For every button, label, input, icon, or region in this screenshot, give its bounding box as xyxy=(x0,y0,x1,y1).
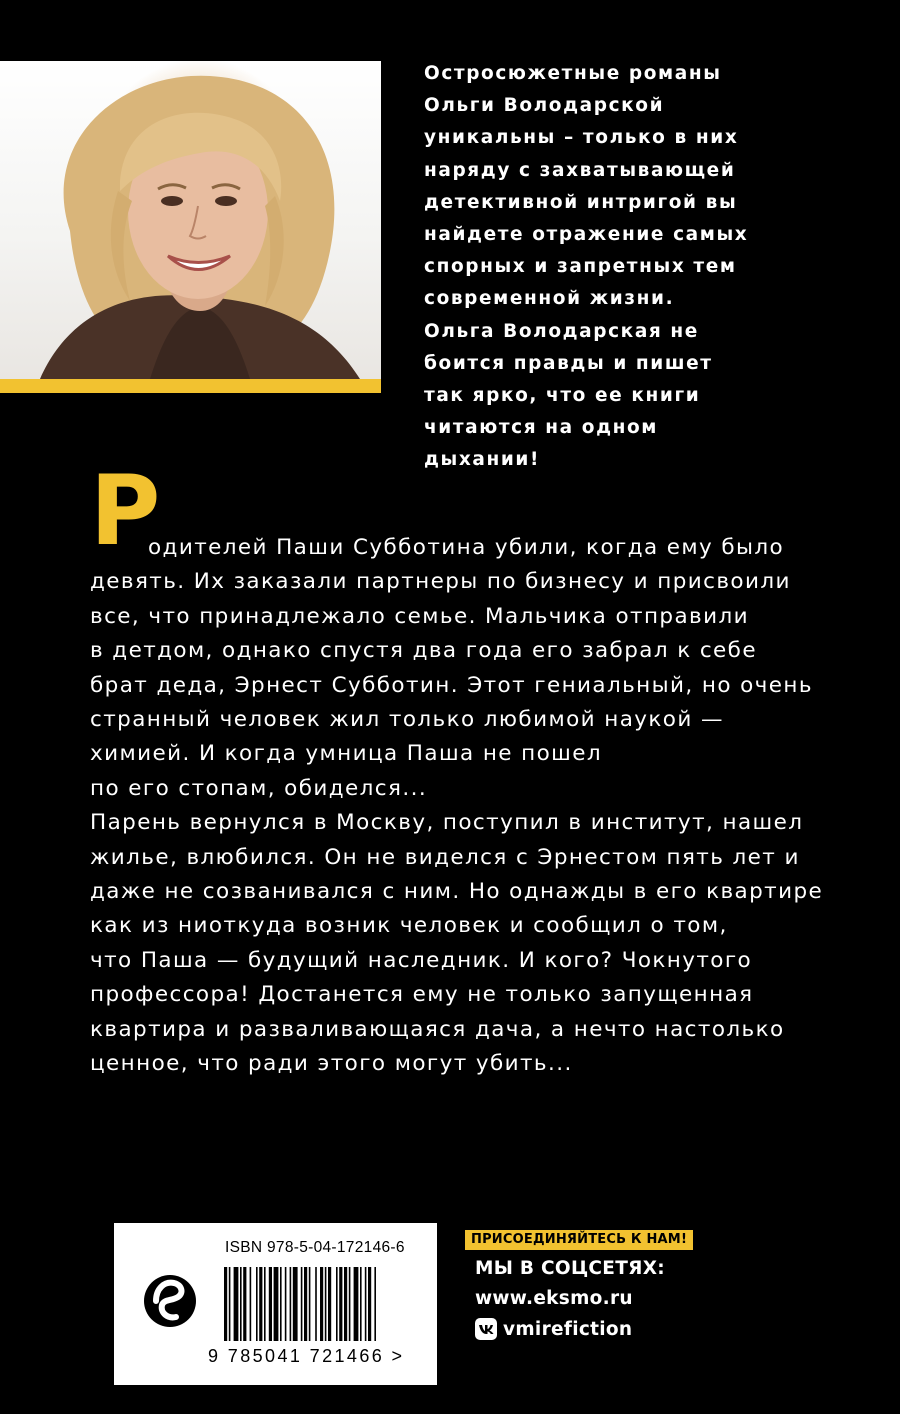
blurb-line: спорных и запретных тем xyxy=(424,256,737,278)
author-blurb xyxy=(424,58,774,477)
barcode-digits: 9 785041 721466 > xyxy=(208,1346,405,1366)
barcode-bar xyxy=(349,1267,351,1341)
barcode-bar xyxy=(224,1267,227,1341)
website-link[interactable]: www.eksmo.ru xyxy=(475,1288,633,1309)
synopsis-line: даже не созванивался с ним. Но однажды в его квартире xyxy=(90,879,824,905)
synopsis-line: квартира и разваливающаяся дача, а нечто настолько xyxy=(90,1016,785,1042)
barcode-bar xyxy=(328,1267,331,1341)
social-title: МЫ В СОЦСЕТЯХ: xyxy=(475,1258,665,1279)
barcode-bar xyxy=(274,1267,279,1341)
vk-link[interactable] xyxy=(475,1318,632,1340)
barcode-bar xyxy=(336,1267,338,1341)
synopsis-line: в детдом, однако спустя два года его забрал к себе xyxy=(90,638,757,664)
barcode-bar xyxy=(315,1267,317,1341)
barcode-bar xyxy=(290,1267,292,1341)
blurb-line: Ольги Володарской xyxy=(424,95,665,117)
synopsis-line: что Паша — будущий наследник. И кого? Чокнутого xyxy=(90,947,753,973)
barcode-bar xyxy=(309,1267,311,1341)
join-us-badge: ПРИСОЕДИНЯЙТЕСЬ К НАМ! xyxy=(465,1230,693,1250)
barcode-bar xyxy=(344,1267,347,1341)
barcode-bar xyxy=(240,1267,242,1341)
barcode-bar xyxy=(374,1267,376,1341)
synopsis-line: Парень вернулся в Москву, поступил в институт, нашел xyxy=(90,810,804,836)
blurb-line: найдете отражение самых xyxy=(424,224,749,246)
barcode-bar xyxy=(301,1267,303,1341)
synopsis-drop-cap: Р xyxy=(90,455,161,567)
publisher-logo-icon xyxy=(142,1261,198,1341)
blurb-line: так ярко, что ее книги xyxy=(424,385,701,407)
blurb-line: читаются на одном xyxy=(424,417,659,439)
author-photo-frame xyxy=(0,61,381,393)
author-portrait-illustration xyxy=(0,61,381,379)
blurb-line: Остросюжетные романы xyxy=(424,63,722,84)
barcode-bar xyxy=(280,1267,282,1341)
blurb-line: современной жизни. xyxy=(424,288,675,310)
barcode-bar xyxy=(269,1267,272,1341)
barcode-bar xyxy=(360,1267,362,1341)
barcode-bar xyxy=(368,1267,371,1341)
blurb-line: боится правды и пишет xyxy=(424,352,713,374)
synopsis-line: странный человек жил только любимой наукой — xyxy=(90,707,724,733)
synopsis-line: химией. И когда умница Паша не пошел xyxy=(90,741,602,767)
synopsis-line: все, что принадлежало семье. Мальчика отправили xyxy=(90,603,749,629)
blurb-line: детективной интригой вы xyxy=(424,191,738,213)
vk-icon xyxy=(475,1318,497,1340)
barcode-bar xyxy=(243,1267,246,1341)
barcode-bar xyxy=(339,1267,342,1341)
blurb-line: дыхании! xyxy=(424,449,541,471)
synopsis-line: по его стопам, обиделся... xyxy=(90,775,428,801)
synopsis-line: одителей Паши Субботина убили, когда ему было xyxy=(148,535,785,560)
synopsis-line: ценное, что ради этого могут убить... xyxy=(90,1051,573,1077)
barcode-bar xyxy=(354,1267,359,1341)
barcode-bar xyxy=(264,1267,266,1341)
synopsis-line: девять. Их заказали партнеры по бизнесу и присвоили xyxy=(90,569,791,595)
author-photo xyxy=(0,61,381,379)
synopsis-line: брат деда, Эрнест Субботин. Этот гениальный, но очень xyxy=(90,672,813,698)
isbn-number: ISBN 978-5-04-172146-6 xyxy=(225,1239,405,1256)
barcode-bar xyxy=(229,1267,231,1341)
barcode-bar xyxy=(285,1267,287,1341)
barcode-bar xyxy=(320,1267,323,1341)
barcode-bar xyxy=(293,1267,298,1341)
blurb-line: наряду с захватывающей xyxy=(424,159,736,181)
synopsis-line: как из ниоткуда возник человек и сообщил о том, xyxy=(90,913,728,939)
barcode-bar xyxy=(234,1267,239,1341)
barcode-bar xyxy=(250,1267,252,1341)
blurb-line: уникальны – только в них xyxy=(424,127,739,149)
barcode-bar xyxy=(256,1267,258,1341)
vk-handle: vmirefiction xyxy=(503,1318,633,1340)
blurb-line: Ольга Володарская не xyxy=(424,320,699,342)
barcode-bar xyxy=(259,1267,262,1341)
barcode-bar xyxy=(304,1267,307,1341)
isbn-barcode xyxy=(224,1267,424,1341)
synopsis-line: профессора! Достанется ему не только запущенная xyxy=(90,982,754,1008)
synopsis-line: жилье, влюбился. Он не виделся с Эрнестом пять лет и xyxy=(90,844,800,870)
barcode-bar xyxy=(325,1267,327,1341)
barcode-bar xyxy=(365,1267,367,1341)
synopsis-text xyxy=(90,531,824,1082)
